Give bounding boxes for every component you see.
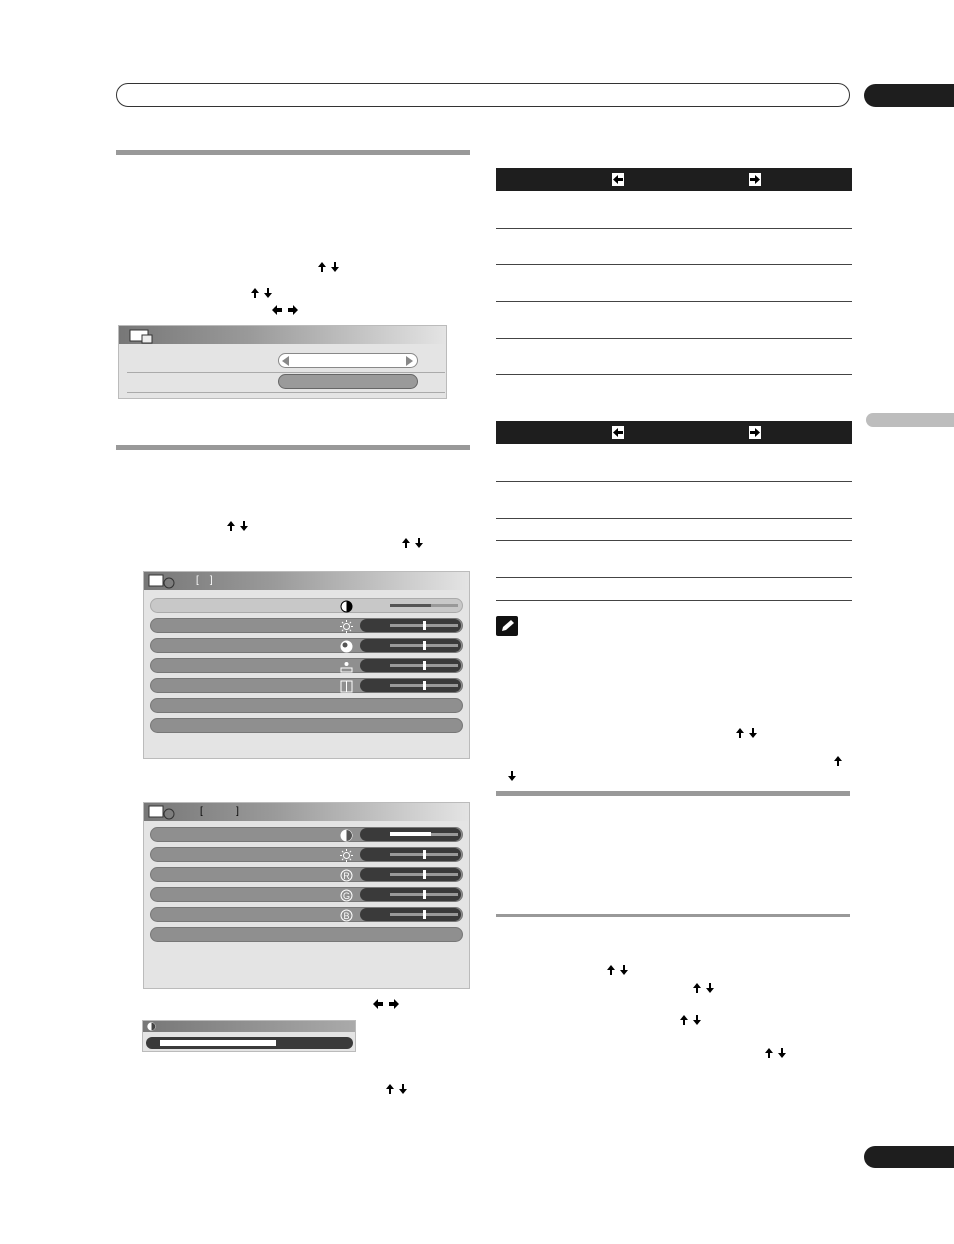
osd-title-bar <box>119 326 446 344</box>
table-row <box>496 374 852 375</box>
green-icon <box>340 889 353 902</box>
down-arrow-icon <box>507 770 517 782</box>
osd-row-advanced[interactable] <box>150 698 463 713</box>
table-row <box>496 600 852 601</box>
up-down-arrows-icon <box>764 1047 790 1059</box>
picture-menu-icon <box>147 804 177 821</box>
left-arrow-icon <box>612 173 624 186</box>
left-right-arrows-icon <box>372 998 400 1010</box>
osd-input-label: [ ] <box>196 575 213 586</box>
up-down-arrows-icon <box>385 1083 411 1095</box>
left-triangle-icon <box>282 356 290 366</box>
slider-tint[interactable] <box>360 659 461 672</box>
up-down-arrows-icon <box>401 537 427 549</box>
osd-input-label: [ ] <box>200 806 239 817</box>
chapter-tab <box>864 84 954 107</box>
table-row <box>496 264 852 265</box>
osd-title-bar <box>144 572 469 590</box>
pencil-note-icon <box>496 616 518 636</box>
right-triangle-icon <box>406 356 414 366</box>
up-down-arrows-icon <box>735 727 761 739</box>
osd-row-reset[interactable] <box>150 718 463 733</box>
table-row <box>496 540 852 541</box>
picture-menu-icon <box>147 573 177 590</box>
table-row <box>496 338 852 339</box>
sun-icon <box>340 620 353 633</box>
up-down-arrows-icon <box>692 982 718 994</box>
slider-red[interactable] <box>360 868 461 881</box>
red-icon <box>340 869 353 882</box>
osd-contrast-adjust-window <box>142 1020 356 1052</box>
slider-contrast[interactable] <box>360 828 461 841</box>
tint-icon <box>340 660 353 673</box>
section-side-tab <box>866 413 954 427</box>
blue-icon <box>340 909 353 922</box>
right-arrow-icon <box>749 173 761 186</box>
page-number-tab <box>864 1146 954 1168</box>
slider-brightness[interactable] <box>360 848 461 861</box>
table-row <box>496 577 852 578</box>
table-row <box>496 481 852 482</box>
slider-green[interactable] <box>360 888 461 901</box>
blue-icon-letter: B <box>343 911 350 921</box>
osd-picture-window-av <box>143 571 470 759</box>
subsection-rule <box>496 914 850 917</box>
slider-sharpness[interactable] <box>360 679 461 692</box>
up-down-arrows-icon <box>679 1014 705 1026</box>
slider-color[interactable] <box>360 639 461 652</box>
osd-picture-window-pc <box>143 802 470 989</box>
sharpness-icon <box>340 680 353 693</box>
color-icon <box>340 640 353 653</box>
osd-title-bar <box>144 803 469 821</box>
setup-menu-icon <box>128 328 156 344</box>
up-down-arrows-icon <box>606 964 632 976</box>
section-rule <box>116 445 470 450</box>
contrast-icon <box>147 1022 156 1031</box>
slider-brightness[interactable] <box>360 619 461 632</box>
up-down-arrows-icon <box>226 520 252 532</box>
osd-divider <box>127 372 445 373</box>
table-row <box>496 301 852 302</box>
contrast-level-bar[interactable] <box>146 1037 353 1049</box>
contrast-icon <box>340 829 353 842</box>
table-header <box>496 421 852 444</box>
table-header <box>496 168 852 191</box>
table-row <box>496 518 852 519</box>
green-icon-letter: G <box>342 891 351 901</box>
up-arrow-icon <box>833 755 843 767</box>
left-arrow-icon <box>612 426 624 439</box>
left-right-arrows-icon <box>271 304 299 316</box>
red-icon-letter: R <box>343 871 350 881</box>
sun-icon <box>340 849 353 862</box>
chapter-header-bar <box>116 83 850 107</box>
section-rule <box>496 791 850 796</box>
osd-row-reset[interactable] <box>150 927 463 942</box>
osd-option-button[interactable] <box>278 374 418 389</box>
up-down-arrows-icon <box>250 287 276 299</box>
right-arrow-icon <box>749 426 761 439</box>
up-down-arrows-icon <box>317 261 343 273</box>
slider-contrast[interactable] <box>360 599 461 612</box>
slider-blue[interactable] <box>360 908 461 921</box>
contrast-icon <box>340 600 353 613</box>
table-row <box>496 228 852 229</box>
osd-option-selector[interactable] <box>278 353 418 368</box>
section-rule <box>116 150 470 155</box>
osd-title-bar <box>143 1021 355 1032</box>
osd-divider <box>127 392 445 393</box>
osd-setup-window <box>118 325 447 399</box>
